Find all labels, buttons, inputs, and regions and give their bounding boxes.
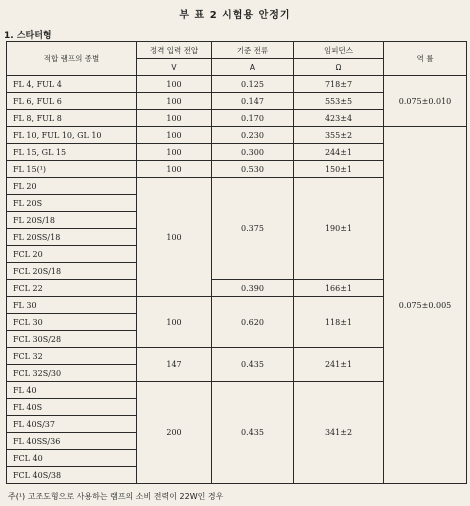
lamp-type: FL 6, FUL 6	[7, 93, 137, 110]
voltage-value: 100	[137, 76, 212, 93]
lamp-type: FL 8, FUL 8	[7, 110, 137, 127]
header-power-factor: 역 률	[384, 42, 467, 76]
lamp-type: FL 40S/37	[7, 416, 137, 433]
voltage-value: 147	[137, 348, 212, 382]
ballast-table	[6, 41, 467, 484]
current-value: 0.300	[212, 144, 294, 161]
current-value: 0.390	[212, 280, 294, 297]
lamp-type: FCL 20S/18	[7, 263, 137, 280]
lamp-type: FL 4, FUL 4	[7, 76, 137, 93]
lamp-type: FL 30	[7, 297, 137, 314]
voltage-value: 100	[137, 178, 212, 297]
impedance-value: 718±7	[294, 76, 384, 93]
lamp-type: FL 15, GL 15	[7, 144, 137, 161]
lamp-type: FL 40	[7, 382, 137, 399]
header-lamp-type: 적합 램프의 종별	[7, 42, 137, 76]
power-factor-value: 0.075±0.010	[384, 76, 467, 127]
impedance-value: 190±1	[294, 178, 384, 280]
current-value: 0.530	[212, 161, 294, 178]
lamp-type: FL 40S	[7, 399, 137, 416]
page-title: 부 표 2 시험용 안정기	[179, 10, 291, 21]
voltage-value: 100	[137, 110, 212, 127]
lamp-type: FCL 22	[7, 280, 137, 297]
footnote: 주(¹) 고조도형으로 사용하는 램프의 소비 전력이 22W인 경우	[8, 492, 224, 501]
section-heading: 1. 스타터형	[4, 31, 52, 41]
lamp-type: FL 20S/18	[7, 212, 137, 229]
lamp-type: FCL 30	[7, 314, 137, 331]
table-row	[7, 127, 467, 144]
current-value: 0.375	[212, 178, 294, 280]
current-value: 0.435	[212, 382, 294, 484]
current-value: 0.125	[212, 76, 294, 93]
impedance-value: 244±1	[294, 144, 384, 161]
impedance-value: 118±1	[294, 297, 384, 348]
lamp-type: FCL 30S/28	[7, 331, 137, 348]
lamp-type: FL 20SS/18	[7, 229, 137, 246]
header-reference-current: 기준 전류	[212, 42, 294, 59]
current-value: 0.147	[212, 93, 294, 110]
lamp-type: FL 15(¹)	[7, 161, 137, 178]
header-impedance-unit: Ω	[294, 59, 384, 76]
impedance-value: 341±2	[294, 382, 384, 484]
impedance-value: 355±2	[294, 127, 384, 144]
current-value: 0.170	[212, 110, 294, 127]
voltage-value: 100	[137, 161, 212, 178]
lamp-type: FCL 40S/38	[7, 467, 137, 484]
table-row	[7, 76, 467, 93]
impedance-value: 553±5	[294, 93, 384, 110]
current-value: 0.230	[212, 127, 294, 144]
voltage-value: 100	[137, 297, 212, 348]
lamp-type: FL 20	[7, 178, 137, 195]
header-rated-voltage: 정격 입력 전압	[137, 42, 212, 59]
voltage-value: 200	[137, 382, 212, 484]
lamp-type: FL 20S	[7, 195, 137, 212]
lamp-type: FCL 32S/30	[7, 365, 137, 382]
header-impedance: 임피던스	[294, 42, 384, 59]
impedance-value: 150±1	[294, 161, 384, 178]
voltage-value: 100	[137, 144, 212, 161]
current-value: 0.435	[212, 348, 294, 382]
lamp-type: FCL 32	[7, 348, 137, 365]
power-factor-value: 0.075±0.005	[384, 127, 467, 484]
lamp-type: FL 10, FUL 10, GL 10	[7, 127, 137, 144]
impedance-value: 423±4	[294, 110, 384, 127]
impedance-value: 241±1	[294, 348, 384, 382]
voltage-value: 100	[137, 93, 212, 110]
header-current-unit: A	[212, 59, 294, 76]
header-voltage-unit: V	[137, 59, 212, 76]
impedance-value: 166±1	[294, 280, 384, 297]
lamp-type: FCL 20	[7, 246, 137, 263]
lamp-type: FL 40SS/36	[7, 433, 137, 450]
voltage-value: 100	[137, 127, 212, 144]
current-value: 0.620	[212, 297, 294, 348]
lamp-type: FCL 40	[7, 450, 137, 467]
